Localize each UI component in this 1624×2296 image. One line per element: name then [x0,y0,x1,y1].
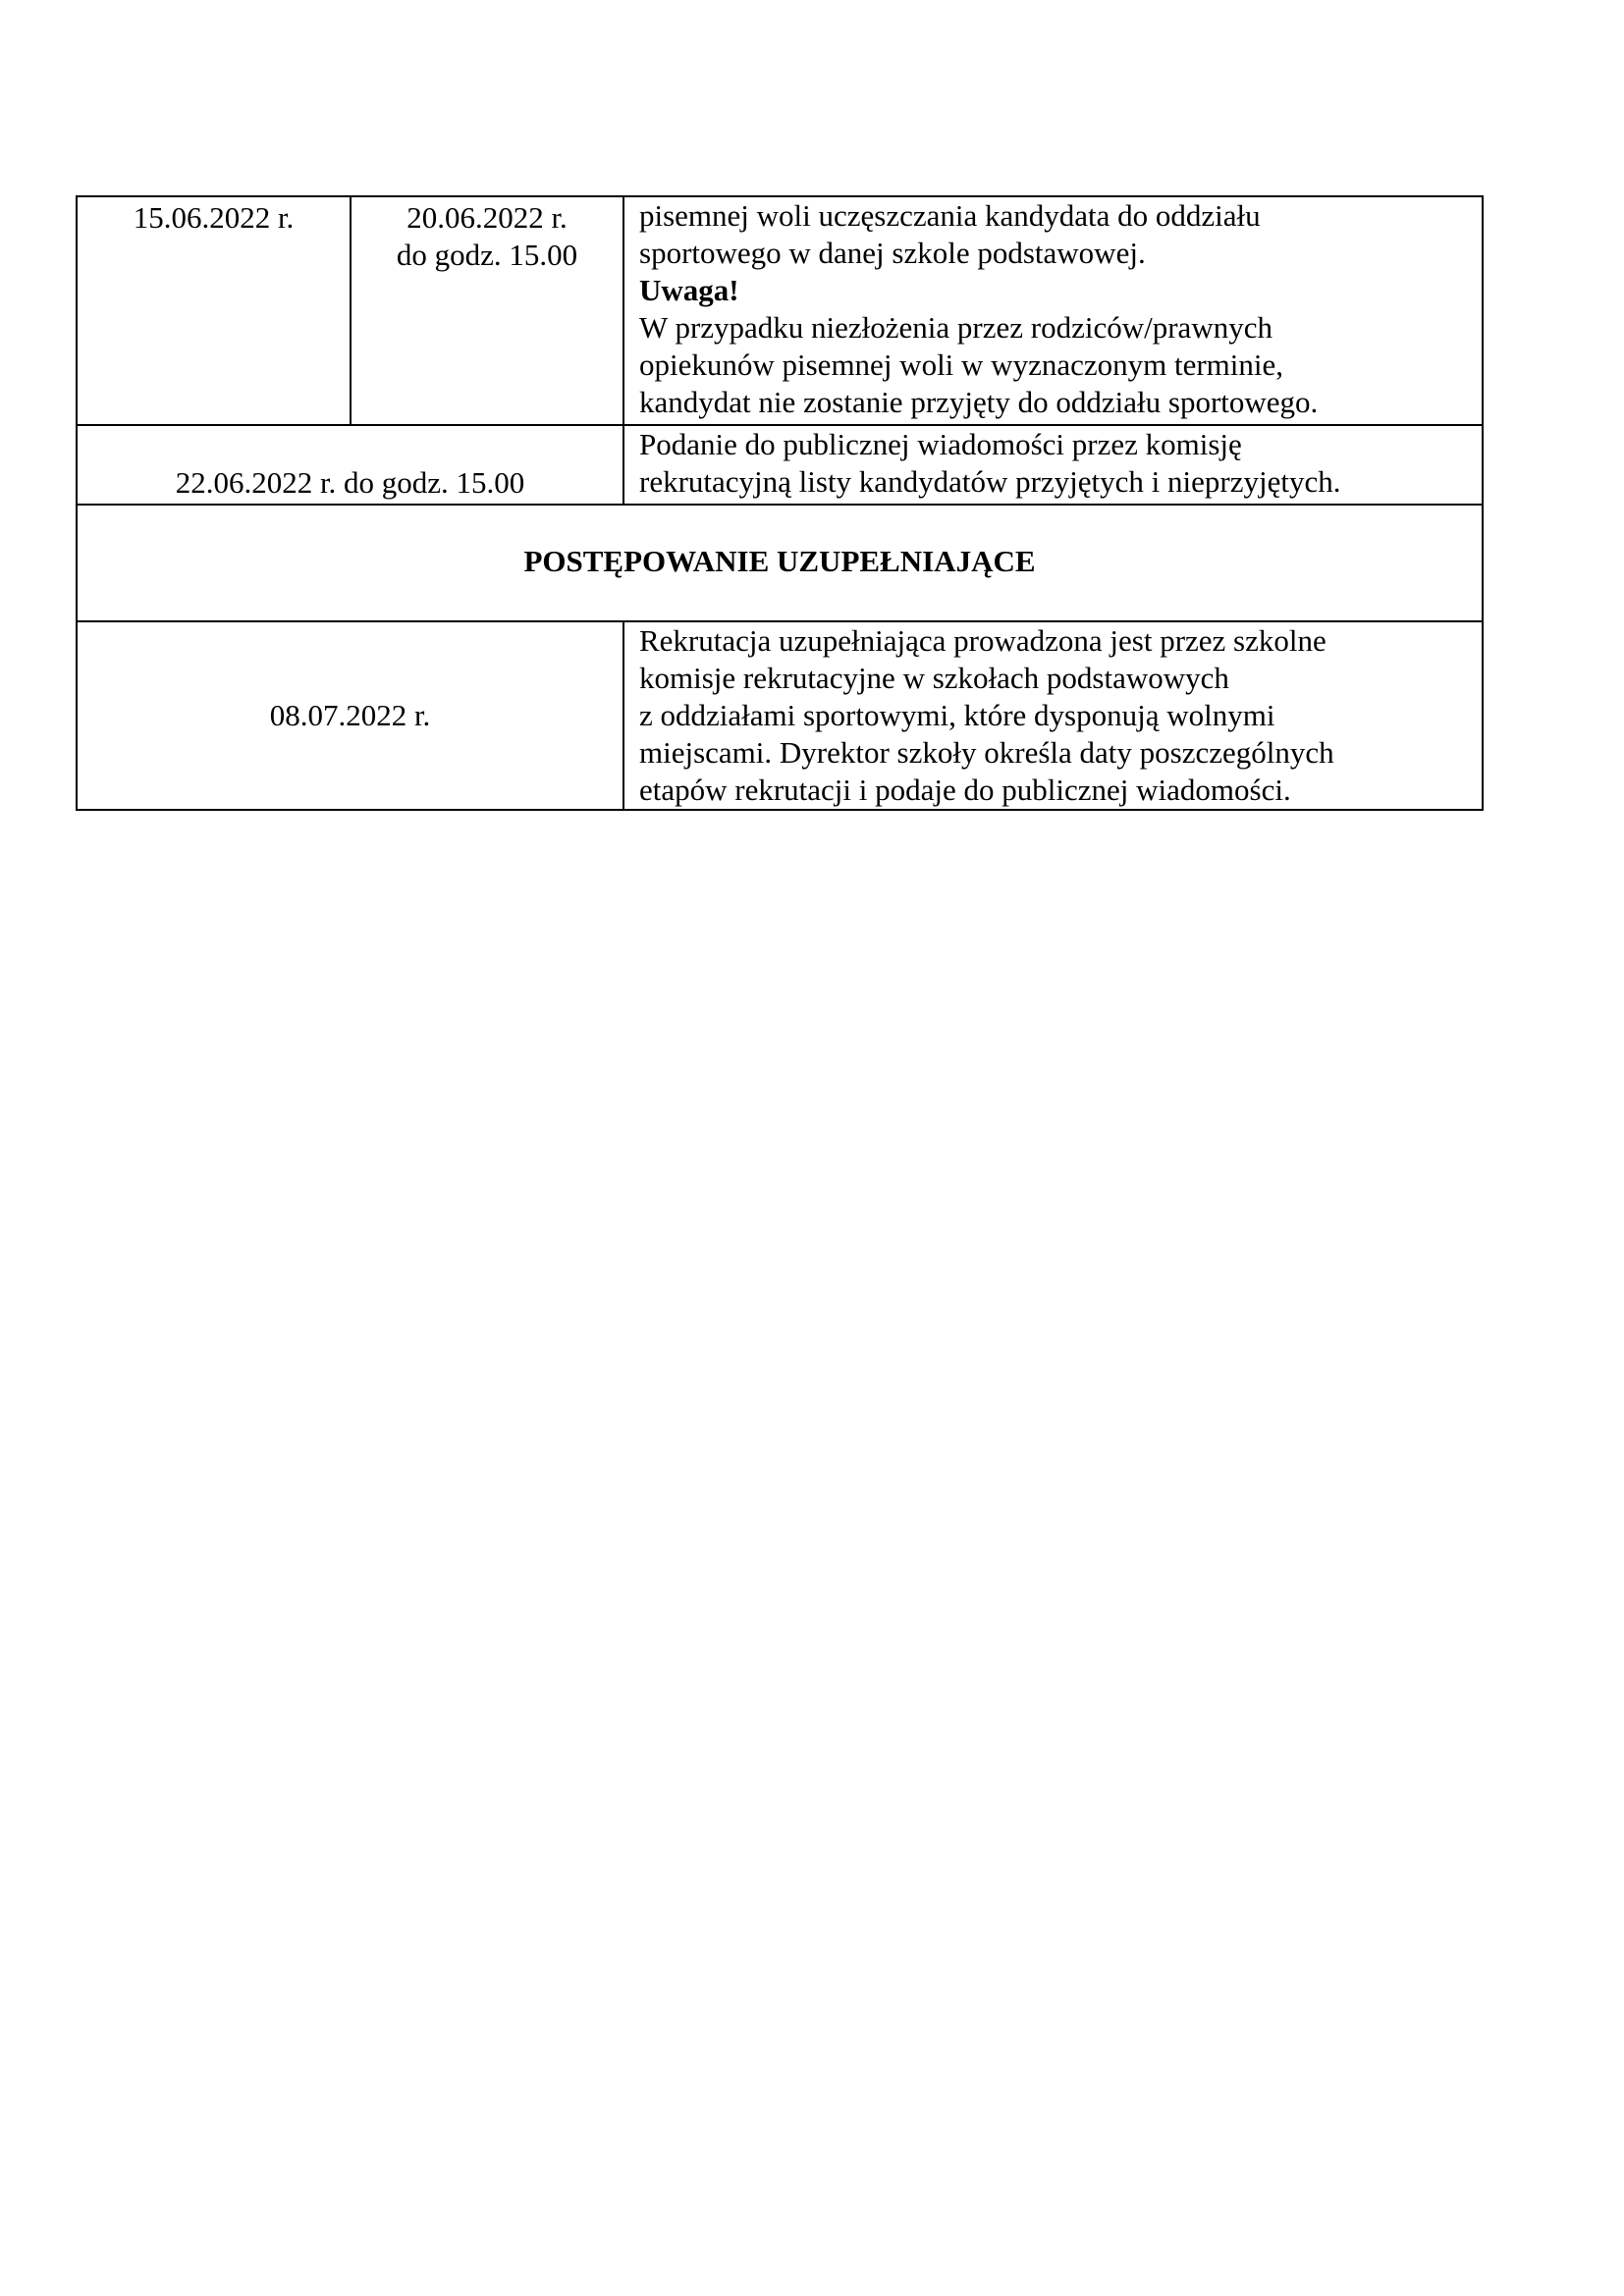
description-line: sportowego w danej szkole podstawowej. [639,236,1146,270]
section-title: POSTĘPOWANIE UZUPEŁNIAJĄCE [77,505,1483,621]
description-cell [623,425,1483,505]
date-cell [77,621,623,810]
end-time: do godz. 15.00 [396,238,578,272]
description-line: komisje rekrutacyjne w szkołach podstawowych [639,661,1229,695]
end-date: 20.06.2022 r. [406,200,568,235]
table-row [77,196,1483,425]
supplementary-date: 08.07.2022 r. [269,698,431,732]
start-date: 15.06.2022 r. [133,200,295,235]
start-date-cell [77,196,351,425]
description-line: Rekrutacja uzupełniająca prowadzona jest przez szkolne [639,623,1326,658]
end-date-cell [351,196,623,425]
note-line: W przypadku niezłożenia przez rodziców/prawnych [639,310,1272,345]
note-line: kandydat nie zostanie przyjęty do oddziału sportowego. [639,385,1319,419]
date-cell [77,425,623,505]
description-line: etapów rekrutacji i podaje do publicznej wiadomości. [639,773,1291,807]
description-cell [623,196,1483,425]
table-row [77,425,1483,505]
description-line: z oddziałami sportowymi, które dysponują wolnymi [639,698,1275,732]
description-line: rekrutacyjną listy kandydatów przyjętych i nieprzyjętych. [639,464,1341,499]
results-date: 22.06.2022 r. do godz. 15.00 [175,465,525,500]
description-line: pisemnej woli uczęszczania kandydata do oddziału [639,198,1261,233]
table-row [77,621,1483,810]
note-line: opiekunów pisemnej woli w wyznaczonym terminie, [639,347,1284,382]
description-line: miejscami. Dyrektor szkoły określa daty poszczególnych [639,735,1334,770]
recruitment-schedule-table [76,195,1484,811]
description-cell [623,621,1483,810]
description-line: Podanie do publicznej wiadomości przez komisję [639,427,1242,461]
note-label: Uwaga! [639,273,739,307]
section-row [77,505,1483,621]
